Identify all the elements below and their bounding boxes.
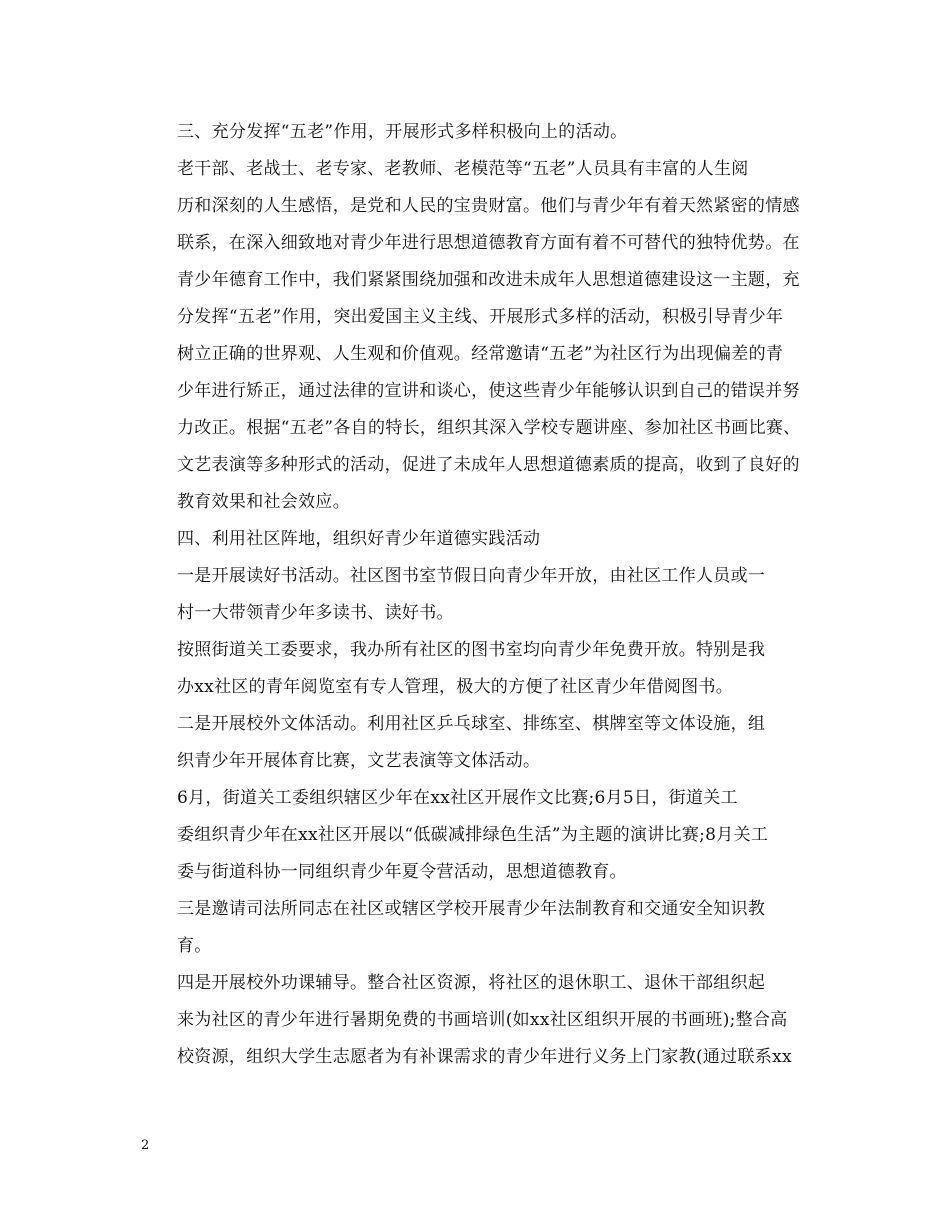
paragraph-events	[143, 780, 823, 891]
text-line: 按照街道关工委要求，我办所有社区的图书室均向青少年免费开放。特别是我	[177, 640, 766, 660]
text-line: 四是开展校外功课辅导。整合社区资源，将社区的退休职工、退休干部组织起	[177, 973, 766, 993]
text-line: 教育效果和社会效应。	[177, 492, 350, 512]
text-line: 委组织青少年在xx社区开展以“低碳减排绿色生活”为主题的演讲比赛;8月关工	[177, 825, 769, 845]
text-line: 老干部、老战士、老专家、老教师、老模范等“五老”人员具有丰富的人生阅	[177, 159, 749, 179]
text-line: 分发挥“五老”作用，突出爱国主义主线、开展形式多样的活动，积极引导青少年	[177, 307, 784, 327]
text-line: 四、利用社区阵地，组织好青少年道德实践活动	[177, 529, 541, 549]
text-line: 树立正确的世界观、人生观和价值观。经常邀请“五老”为社区行为出现偏差的青	[177, 344, 784, 364]
text-line: 三、充分发挥“五老”作用，开展形式多样积极向上的活动。	[177, 122, 628, 142]
text-line: 一是开展读好书活动。社区图书室节假日向青少年开放，由社区工作人员或一	[177, 566, 766, 586]
page-number: 2	[141, 1138, 150, 1153]
text-line: 联系，在深入细致地对青少年进行思想道德教育方面有着不可替代的独特优势。在	[177, 233, 800, 253]
text-line: 委与街道科协一同组织青少年夏令营活动，思想道德教育。	[177, 862, 627, 882]
text-line: 织青少年开展体育比赛，文艺表演等文体活动。	[177, 751, 541, 771]
paragraph-sports	[143, 706, 823, 780]
paragraph-five-elders	[143, 151, 823, 521]
text-line: 办xx社区的青年阅览室有专人管理，极大的方便了社区青少年借阅图书。	[177, 677, 734, 697]
text-line: 二是开展校外文体活动。利用社区乒乓球室、排练室、棋牌室等文体设施，组	[177, 714, 766, 734]
text-line: 少年进行矫正，通过法律的宣讲和谈心，使这些青少年能够认识到自己的错误并努	[177, 381, 800, 401]
section-heading-4	[143, 521, 823, 558]
paragraph-tutoring	[143, 965, 823, 1076]
document-body	[143, 114, 823, 1076]
text-line: 6月，街道关工委组织辖区少年在xx社区开展作文比赛;6月5日，街道关工	[177, 788, 738, 808]
section-heading-3	[143, 114, 823, 151]
paragraph-library	[143, 632, 823, 706]
text-line: 三是邀请司法所同志在社区或辖区学校开展青少年法制教育和交通安全知识教	[177, 899, 766, 919]
paragraph-legal-education	[143, 891, 823, 965]
text-line: 育。	[177, 936, 212, 956]
text-line: 历和深刻的人生感悟，是党和人民的宝贵财富。他们与青少年有着天然紧密的情感	[177, 196, 800, 216]
text-line: 青少年德育工作中，我们紧紧围绕加强和改进未成年人思想道德建设这一主题，充	[177, 270, 800, 290]
text-line: 村一大带领青少年多读书、读好书。	[177, 603, 454, 623]
text-line: 文艺表演等多种形式的活动，促进了未成年人思想道德素质的提高，收到了良好的	[177, 455, 800, 475]
text-line: 来为社区的青少年进行暑期免费的书画培训(如xx社区组织开展的书画班);整合高	[177, 1010, 788, 1030]
paragraph-reading	[143, 558, 823, 632]
text-line: 力改正。根据“五老”各自的特长，组织其深入学校专题讲座、参加社区书画比赛、	[177, 418, 801, 438]
text-line: 校资源，组织大学生志愿者为有补课需求的青少年进行义务上门家教(通过联系xx	[177, 1047, 792, 1067]
